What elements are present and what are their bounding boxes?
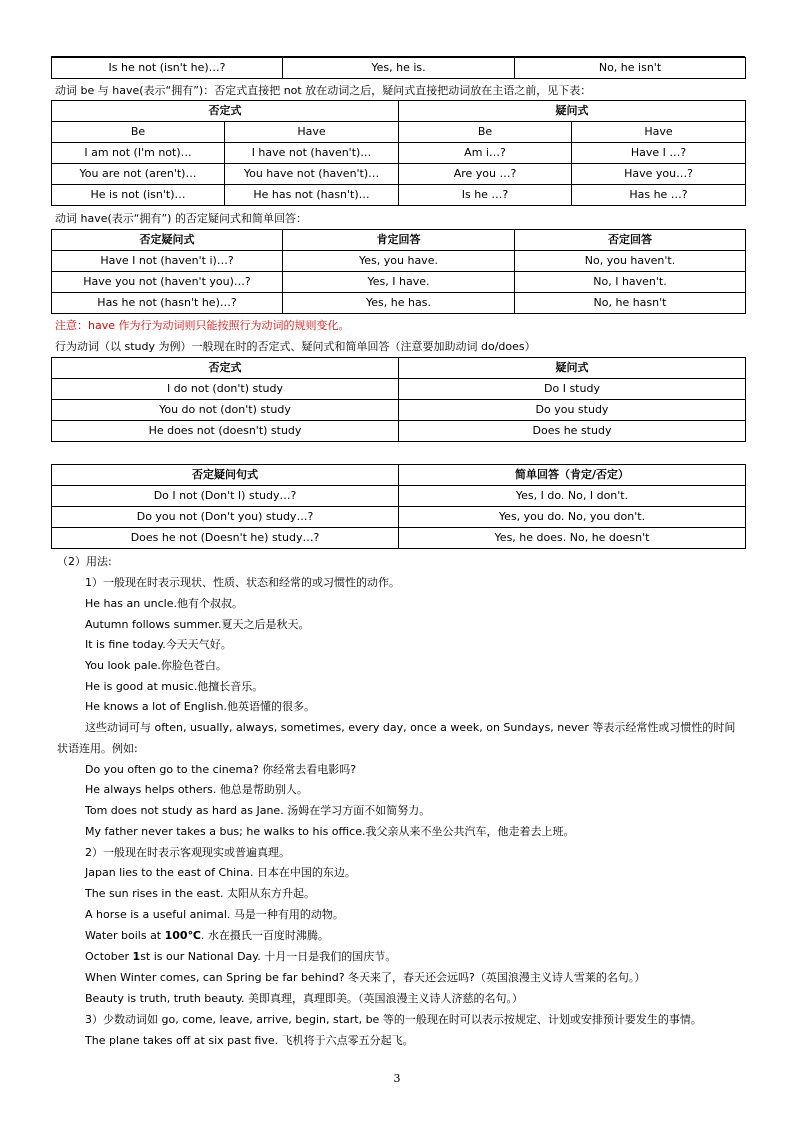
table-row — [52, 185, 746, 206]
usage-note-line-1: 这些动词可与 often, usually, always, sometimes, every day, once a week, on Sundays, never 等表示经常性或习惯性的时间 — [85, 721, 736, 734]
table-subheader-row — [52, 122, 746, 143]
table-cell: Have I …? — [572, 143, 746, 164]
usage-point-2-title: 2）一般现在时表示客观现实或普遍真理。 — [85, 846, 290, 859]
table-cell: You have not (haven't)… — [225, 164, 399, 185]
example-sentence: Do you often go to the cinema? 你经常去看电影吗? — [85, 763, 357, 776]
table-be-negative-question — [51, 57, 746, 79]
table-cell: Yes, he does. No, he doesn't — [399, 528, 746, 549]
usage-heading: （2）用法: — [57, 555, 112, 568]
table-cell: Do you not (Don't you) study…? — [52, 507, 399, 528]
table-cell: Are you …? — [399, 164, 572, 185]
table-row — [52, 507, 746, 528]
table-subheader: Be — [399, 122, 572, 143]
example-sentence: My father never takes a bus; he walks to his office.我父亲从来不坐公共汽车，他走着去上班。 — [85, 825, 575, 838]
example-sentence: When Winter comes, can Spring be far behind? 冬天来了，春天还会远吗?（英国浪漫主义诗人雪莱的名句。） — [85, 971, 646, 984]
example-sentence: He knows a lot of English.他英语懂的很多。 — [85, 700, 315, 713]
table-cell: Does he not (Doesn't he) study…? — [52, 528, 399, 549]
example-sentence: The sun rises in the east. 太阳从东方升起。 — [85, 887, 316, 900]
table-header: 否定回答 — [515, 230, 746, 251]
example-sentence: Japan lies to the east of China. 日本在中国的东边。 — [85, 866, 356, 879]
table-cell: He is not (isn't)… — [52, 185, 225, 206]
bold-span: 100℃ — [164, 929, 201, 942]
page-number: 3 — [393, 1072, 401, 1085]
table-header: 否定疑问句式 — [52, 465, 399, 486]
example-sentence: Autumn follows summer.夏天之后是秋天。 — [85, 618, 310, 631]
table-row — [52, 164, 746, 185]
table-cell: He does not (doesn't) study — [52, 421, 399, 442]
example-sentence: It is fine today.今天天气好。 — [85, 638, 232, 651]
table-cell: Has he …? — [572, 185, 746, 206]
have-negative-question-intro: 动词 have(表示“拥有”) 的否定疑问式和简单回答： — [55, 212, 307, 225]
table-header: 否定疑问式 — [52, 230, 283, 251]
table-cell: I do not (don't) study — [52, 379, 399, 400]
table-header-row — [52, 465, 746, 486]
table-study-forms — [51, 357, 746, 442]
example-sentence: Beauty is truth, truth beauty. 美即真理，真理即美。（英国浪漫主义诗人济慈的名句。） — [85, 992, 524, 1005]
table-cell: Have you not (haven't you)…? — [52, 272, 283, 293]
example-sentence: Tom does not study as hard as Jane. 汤姆在学习方面不如简努力。 — [85, 804, 431, 817]
table-cell: I am not (I'm not)… — [52, 143, 225, 164]
text-span: st is our National Day. 十月一日是我们的国庆节。 — [140, 950, 397, 963]
table-cell: Yes, you do. No, you don't. — [399, 507, 746, 528]
table-cell: Yes, I have. — [283, 272, 515, 293]
table-cell: Do you study — [399, 400, 746, 421]
example-sentence: He has an uncle.他有个叔叔。 — [85, 597, 243, 610]
table-cell: Am i…? — [399, 143, 572, 164]
table-cell: Yes, he has. — [283, 293, 515, 314]
table-cell: He has not (hasn't)… — [225, 185, 399, 206]
table-study-negative-questions — [51, 464, 746, 549]
table-cell: Do I study — [399, 379, 746, 400]
table-row — [52, 293, 746, 314]
table-cell: Yes, you have. — [283, 251, 515, 272]
have-intro-text: 动词 be 与 have(表示“拥有”)：否定式直接把 not 放在动词之后，疑问式直接把动词放在主语之前，见下表： — [55, 84, 592, 97]
table-row — [52, 421, 746, 442]
table-header-row — [52, 101, 746, 122]
table-row — [52, 272, 746, 293]
table-cell: Has he not (hasn't he)…? — [52, 293, 283, 314]
table-subheader: Have — [225, 122, 399, 143]
example-sentence-water — [85, 929, 329, 943]
study-intro-text: 行为动词（以 study 为例）一般现在时的否定式、疑问式和简单回答（注意要加助动词 do/does） — [55, 340, 536, 353]
bold-span: 1 — [132, 950, 141, 963]
example-sentence: He always helps others. 他总是帮助别人。 — [85, 783, 308, 796]
example-sentence: A horse is a useful animal. 马是一种有用的动物。 — [85, 908, 344, 921]
table-header: 疑问式 — [399, 101, 746, 122]
usage-point-3-title: 3）少数动词如 go, come, leave, arrive, begin, start, be 等的一般现在时可以表示按规定、计划或安排预计要发生的事情。 — [85, 1013, 702, 1026]
usage-note-line-2: 状语连用。例如: — [57, 742, 138, 755]
table-row — [52, 143, 746, 164]
table-row — [52, 251, 746, 272]
table-row — [52, 58, 746, 79]
example-sentence: The plane takes off at six past five. 飞机将于六点零五分起飞。 — [85, 1034, 414, 1047]
table-cell: No, he isn't — [515, 58, 746, 79]
table-cell: Is he not (isn't he)…? — [52, 58, 283, 79]
usage-point-1-title: 1）一般现在时表示现状、性质、状态和经常的或习惯性的动作。 — [85, 576, 400, 589]
table-cell: I have not (haven't)… — [225, 143, 399, 164]
table-subheader: Be — [52, 122, 225, 143]
table-row — [52, 400, 746, 421]
table-have-negative-questions — [51, 229, 746, 314]
table-cell: Have you…? — [572, 164, 746, 185]
table-row — [52, 528, 746, 549]
table-cell: Yes, I do. No, I don't. — [399, 486, 746, 507]
text-span: October — [85, 950, 133, 963]
table-header: 疑问式 — [399, 358, 746, 379]
example-sentence: He is good at music.他擅长音乐。 — [85, 680, 264, 693]
table-row — [52, 486, 746, 507]
table-cell: You do not (don't) study — [52, 400, 399, 421]
table-cell: You are not (aren't)… — [52, 164, 225, 185]
note-have-action-verb: 注意：have 作为行为动词则只能按照行为动词的规则变化。 — [55, 319, 350, 332]
table-cell: No, I haven't. — [515, 272, 746, 293]
table-be-have-forms — [51, 100, 746, 206]
example-sentence: You look pale.你脸色苍白。 — [85, 659, 227, 672]
table-cell: Have I not (haven't i)…? — [52, 251, 283, 272]
table-header: 否定式 — [52, 101, 399, 122]
table-cell: Does he study — [399, 421, 746, 442]
table-cell: No, you haven't. — [515, 251, 746, 272]
example-sentence-october — [85, 950, 396, 964]
table-cell: Yes, he is. — [283, 58, 515, 79]
text-span: Water boils at — [85, 929, 165, 942]
table-row — [52, 379, 746, 400]
table-cell: No, he hasn't — [515, 293, 746, 314]
table-cell: Do I not (Don't I) study…? — [52, 486, 399, 507]
table-header: 否定式 — [52, 358, 399, 379]
table-header: 肯定回答 — [283, 230, 515, 251]
table-header-row — [52, 358, 746, 379]
table-subheader: Have — [572, 122, 746, 143]
table-header: 简单回答（肯定/否定） — [399, 465, 746, 486]
table-header-row — [52, 230, 746, 251]
table-cell: Is he …? — [399, 185, 572, 206]
text-span: . 水在摄氏一百度时沸腾。 — [200, 929, 329, 942]
